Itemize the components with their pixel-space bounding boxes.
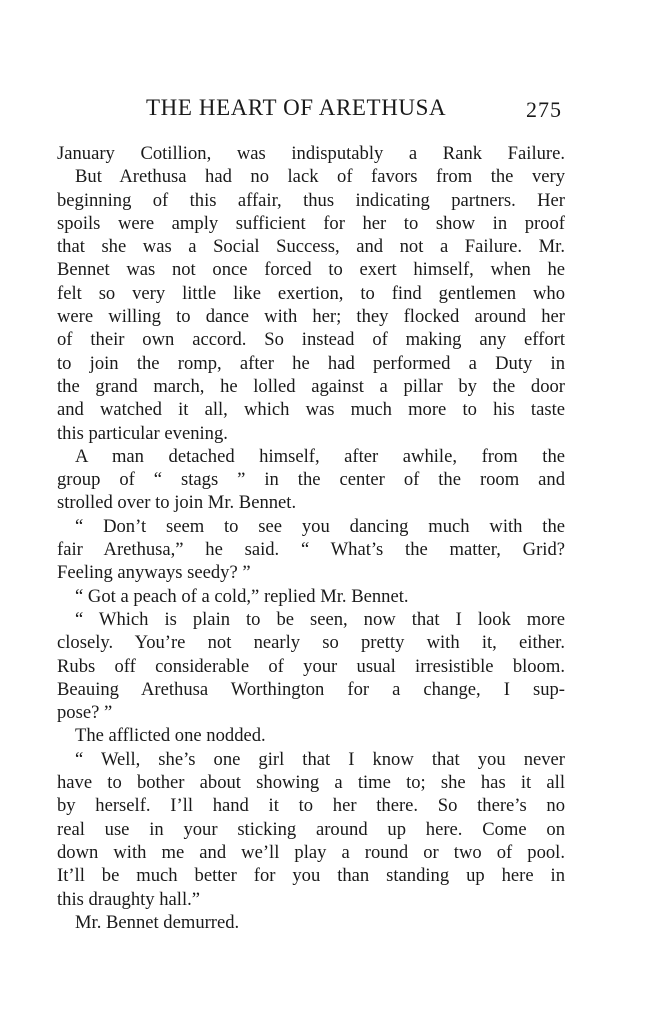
body-text — [57, 142, 565, 934]
page-number: 275 — [526, 97, 562, 122]
text-line: January Cotillion, was indisputably a Rank Failure. — [57, 143, 565, 164]
text-line: strolled over to join Mr. Bennet. — [57, 492, 297, 514]
text-line: fair Arethusa,” he said. “ What’s the matter, Grid? — [57, 539, 565, 561]
text-line: and watched it all, which was much more to his taste — [57, 399, 565, 421]
text-line: have to bother about showing a time to; she has it all — [57, 772, 565, 794]
text-line: Bennet was not once forced to exert himself, when he — [57, 259, 565, 281]
text-line: beginning of this affair, thus indicating partners. Her — [57, 189, 565, 211]
text-line: Feeling anyways seedy? ” — [57, 562, 251, 584]
text-line: A man detached himself, after awhile, from the — [75, 445, 565, 467]
text-line: The afflicted one nodded. — [75, 725, 266, 747]
text-line: Rubs off considerable of your usual irresistible bloom. — [57, 655, 565, 677]
text-line: the grand march, he lolled against a pillar by the door — [57, 375, 565, 397]
running-title: THE HEART OF ARETHUSA — [146, 95, 447, 120]
text-line: “ Don’t seem to see you dancing much with the — [75, 515, 565, 537]
text-line: felt so very little like exertion, to find gentlemen who — [57, 282, 565, 304]
text-line: Mr. Bennet demurred. — [75, 911, 240, 933]
text-line: “ Got a peach of a cold,” replied Mr. Bennet. — [75, 585, 409, 607]
text-line: closely. You’re not nearly so pretty with it, either. — [57, 632, 565, 654]
text-line: this draughty hall.” — [57, 888, 201, 910]
text-line: real use in your sticking around up here. Come on — [57, 818, 565, 840]
text-line: this particular evening. — [57, 422, 228, 444]
text-line: by herself. I’ll hand it to her there. So there’s no — [57, 795, 565, 817]
text-line: It’ll be much better for you than standing up here in — [57, 865, 565, 887]
text-line: “ Which is plain to be seen, now that I look more — [75, 608, 565, 630]
text-line: pose? ” — [57, 702, 113, 724]
text-line: of their own accord. So instead of making any effort — [57, 329, 565, 351]
running-head — [56, 95, 568, 125]
text-line: group of “ stags ” in the center of the room and — [57, 469, 565, 491]
text-line: down with me and we’ll play a round or two of pool. — [57, 841, 565, 863]
text-line: But Arethusa had no lack of favors from the very — [75, 166, 565, 188]
text-line: were willing to dance with her; they flocked around her — [57, 306, 565, 328]
text-line: “ Well, she’s one girl that I know that you never — [75, 748, 565, 770]
text-line: Beauing Arethusa Worthington for a change, I sup- — [57, 678, 565, 700]
text-line: spoils were amply sufficient for her to show in proof — [57, 212, 565, 234]
text-line: to join the romp, after he had performed a Duty in — [57, 352, 565, 374]
text-line: that she was a Social Success, and not a Failure. Mr. — [57, 236, 565, 258]
